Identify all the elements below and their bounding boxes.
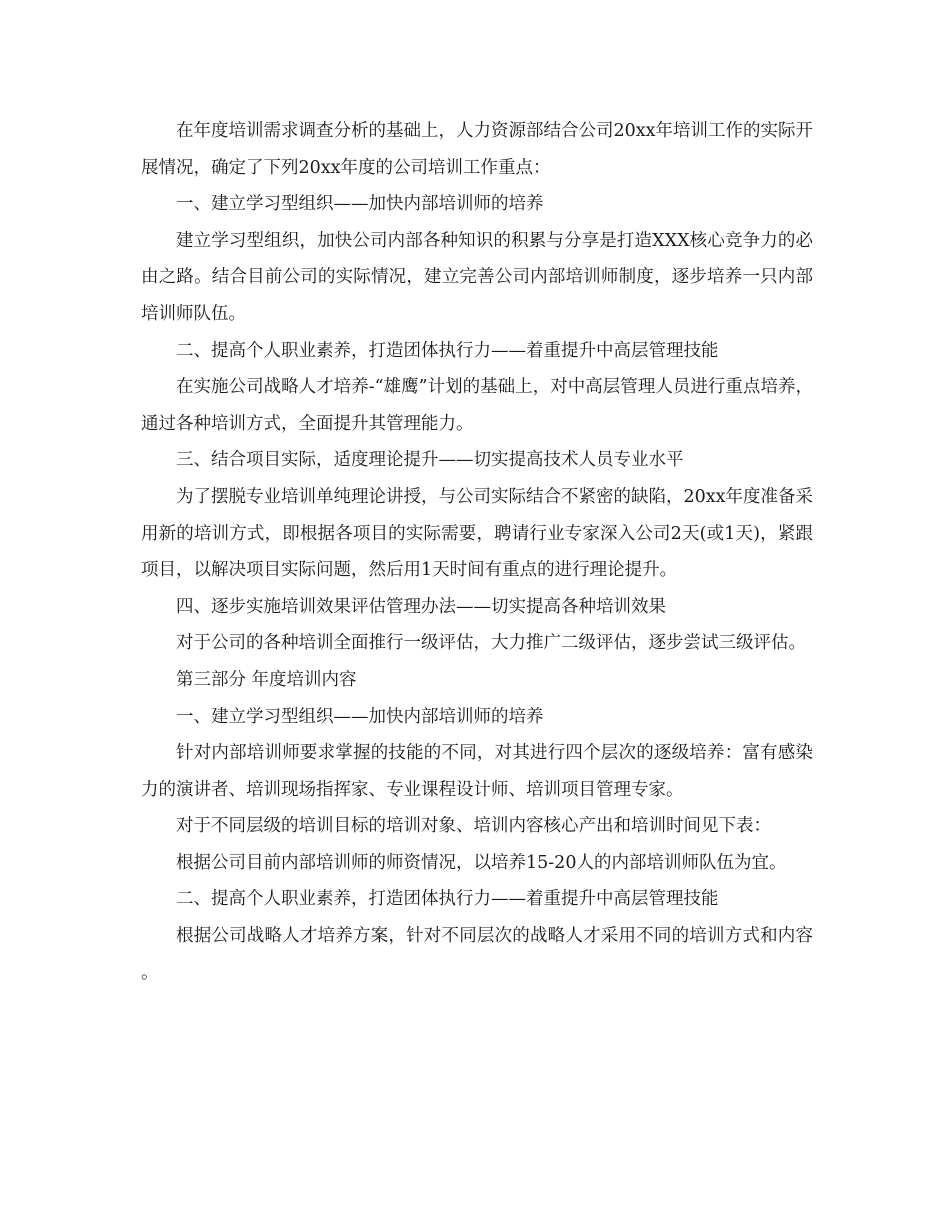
- heading-learning-organization-2: 一、建立学习型组织——加快内部培训师的培养: [176, 706, 544, 727]
- paragraph-eagle-plan: 在实施公司战略人才培养-“雄鹰”计划的基础上，对中高层管理人员进行重点培养，通过各种培训方式，全面提升其管理能力。: [141, 377, 813, 434]
- paragraph-learning-organization: 建立学习型组织，加快公司内部各种知识的积累与分享是打造XXX核心竞争力的必由之路。结合目前公司的实际情况，建立完善公司内部培训师制度，逐步培养一只内部培训师队伍。: [141, 230, 813, 324]
- paragraph-table-reference: 对于不同层级的培训目标的培训对象、培训内容核心产出和培训时间见下表：: [176, 816, 771, 837]
- paragraph-expert-training: 为了摆脱专业培训单纯理论讲授，与公司实际结合不紧密的缺陷，20xx年度准备采用新的培训方式，即根据各项目的实际需要，聘请行业专家深入公司2天(或1天)，紧跟项目，以解决项目实际问题，然后用1天时间有重点的进行理论提升。: [141, 486, 814, 581]
- paragraph-strategic-talent: 根据公司战略人才培养方案，针对不同层次的战略人才采用不同的培训方式和内容。: [141, 926, 813, 983]
- paragraph-evaluation-levels: 对于公司的各种培训全面推行一级评估，大力推广二级评估，逐步尝试三级评估。: [176, 633, 806, 654]
- heading-professional-quality-2: 二、提高个人职业素养，打造团体执行力——着重提升中高层管理技能: [176, 889, 719, 910]
- heading-project-practice: 三、结合项目实际，适度理论提升——切实提高技术人员专业水平: [176, 450, 684, 471]
- heading-learning-organization: 一、建立学习型组织——加快内部培训师的培养: [176, 194, 544, 215]
- paragraph-intro: 在年度培训需求调查分析的基础上，人力资源部结合公司20xx年培训工作的实际开展情况，确定了下列20xx年度的公司培训工作重点：: [141, 121, 814, 178]
- document-body: [141, 113, 813, 991]
- paragraph-four-levels: 针对内部培训师要求掌握的技能的不同，对其进行四个层次的逐级培养：富有感染力的演讲者、培训现场指挥家、专业课程设计师、培训项目管理专家。: [141, 743, 813, 800]
- heading-training-evaluation: 四、逐步实施培训效果评估管理办法——切实提高各种培训效果: [176, 596, 666, 617]
- heading-professional-quality: 二、提高个人职业素养，打造团体执行力——着重提升中高层管理技能: [176, 340, 719, 361]
- paragraph-trainer-team-size: 根据公司目前内部培训师的师资情况，以培养15-20人的内部培训师队伍为宜。: [176, 852, 787, 873]
- section-title-part-three: 第三部分 年度培训内容: [176, 669, 357, 690]
